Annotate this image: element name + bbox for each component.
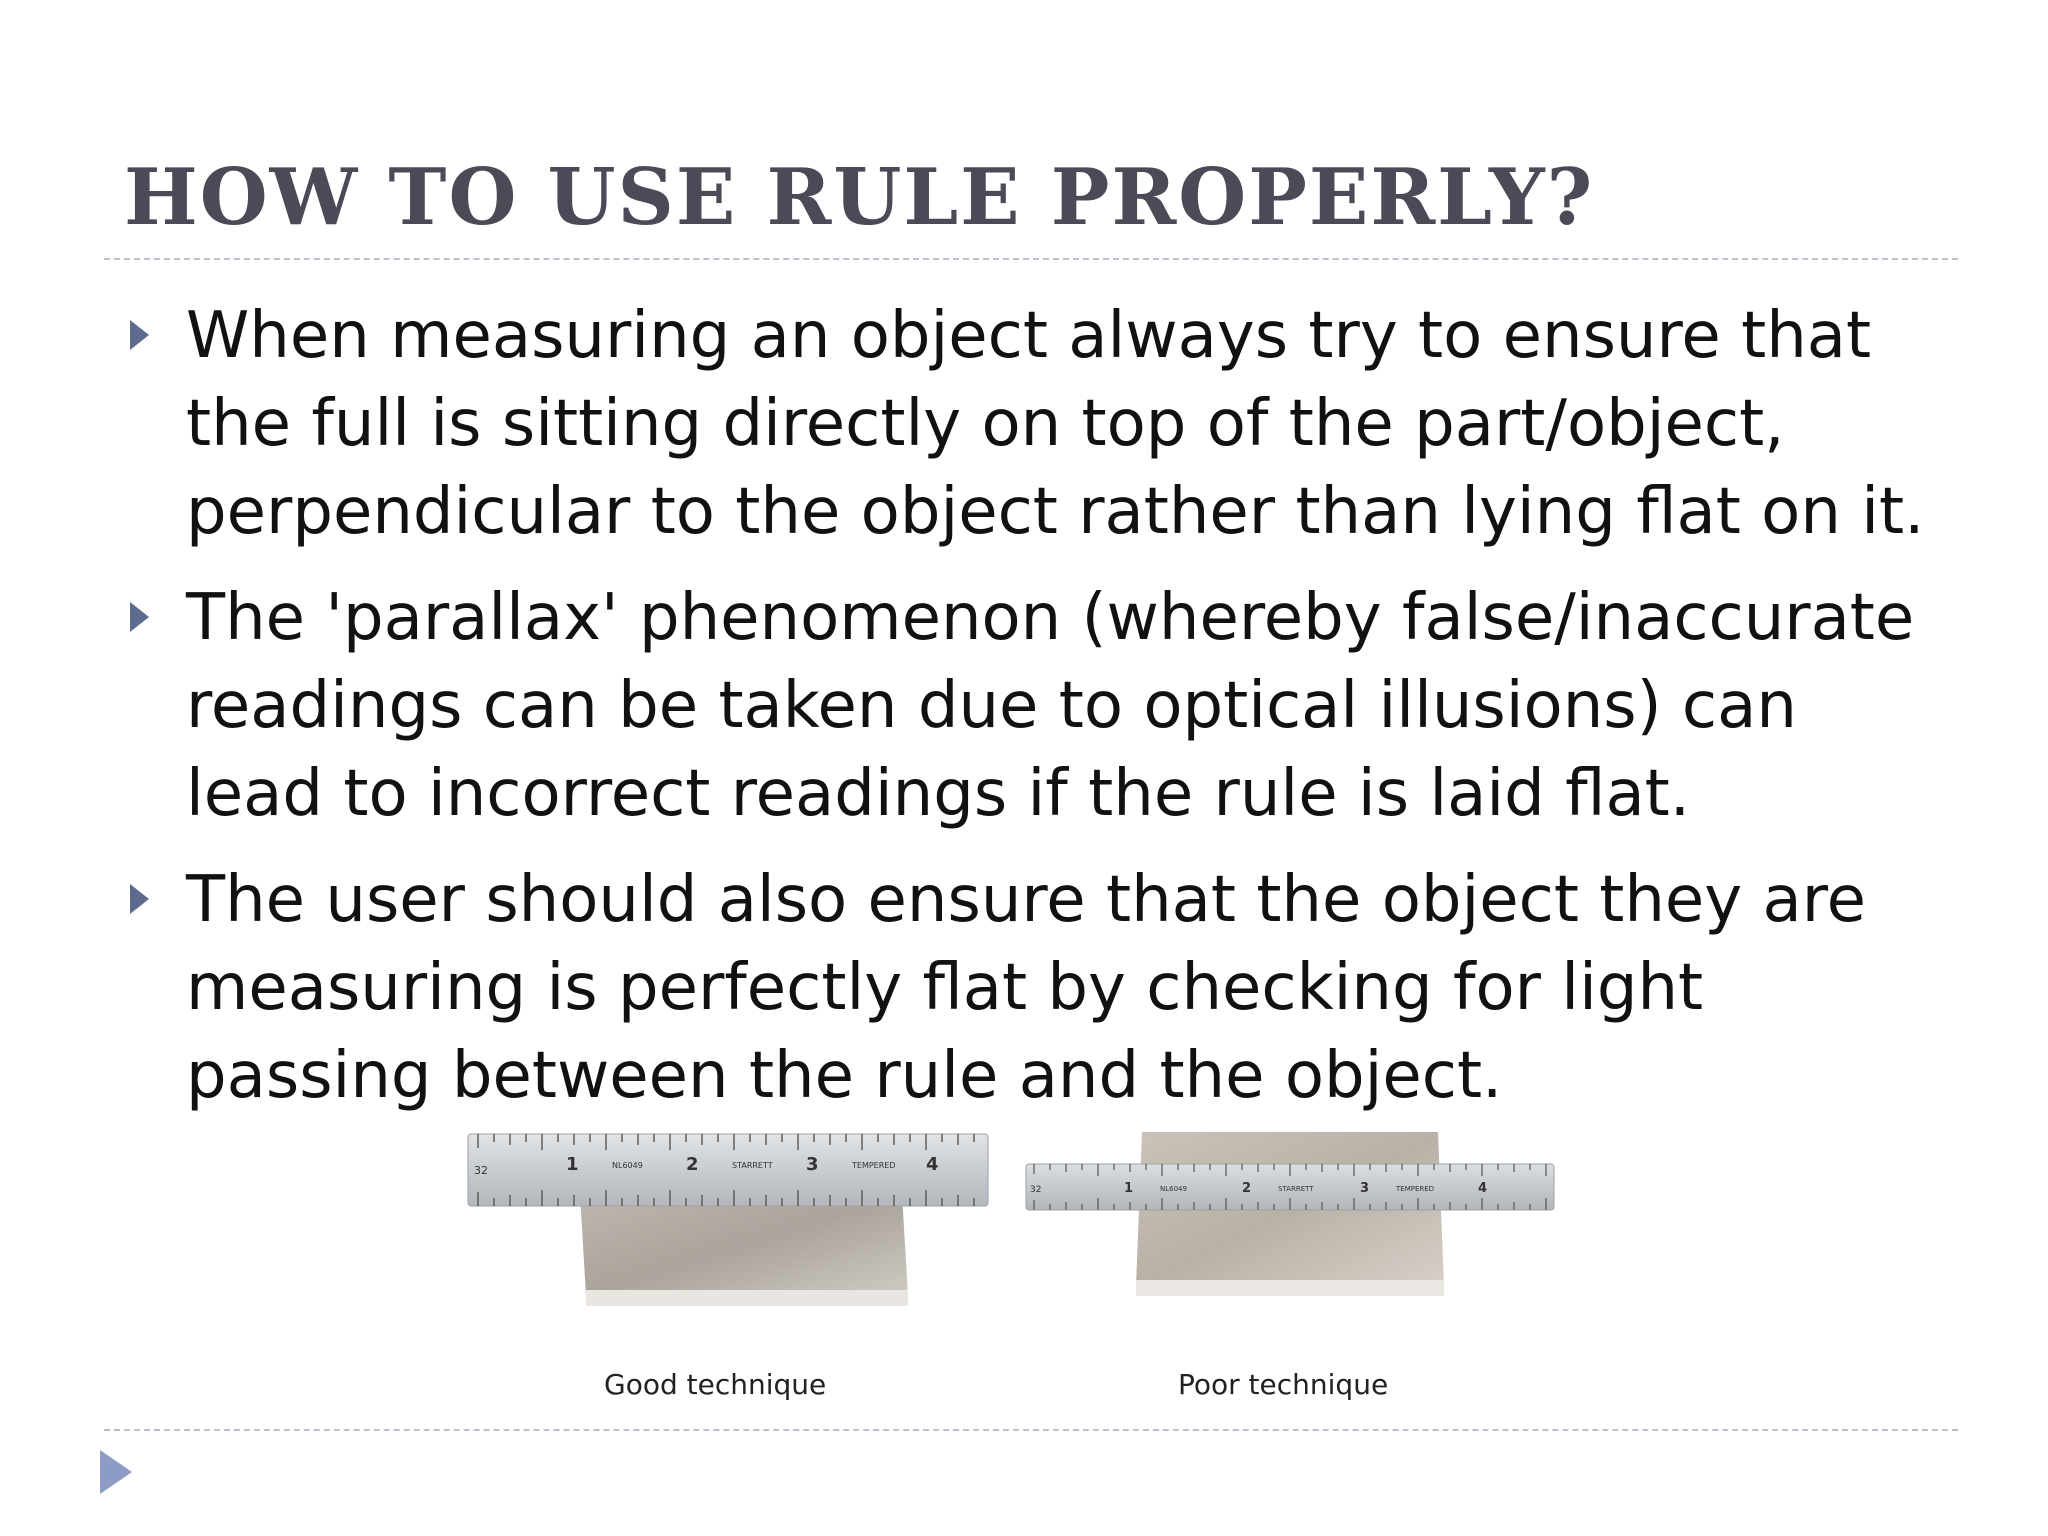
rule-label: TEMPERED — [1396, 1185, 1435, 1193]
triangle-right-icon — [130, 320, 149, 350]
bullet-text: When measuring an object always try to ensure that the full is sitting directly on top of the part/object, perpendicular to the object rather than lying flat on it. — [186, 299, 1925, 549]
rule-label: NL6049 — [1160, 1185, 1187, 1193]
rule-label: STARRETT — [1278, 1185, 1314, 1193]
play-arrow-icon[interactable] — [100, 1450, 132, 1494]
bullet-text: The user should also ensure that the object they are measuring is perfectly flat by checking for light passing between the rule and the object. — [186, 863, 1866, 1113]
rule-label: 4 — [926, 1154, 939, 1175]
rule-label: 2 — [686, 1154, 699, 1175]
rule-label: NL6049 — [612, 1161, 643, 1170]
poor-technique-image — [1020, 1120, 1560, 1320]
bullet-list — [124, 292, 1954, 1138]
bullet-item — [124, 856, 1954, 1120]
rule-label: 3 — [1360, 1181, 1370, 1196]
triangle-right-icon — [130, 884, 149, 914]
title-divider — [104, 258, 1958, 260]
good-technique-image — [462, 1120, 992, 1320]
bullet-item — [124, 574, 1954, 838]
poor-technique-caption: Poor technique — [1178, 1368, 1389, 1401]
footer-divider — [104, 1429, 1958, 1431]
rule-label: 3 — [806, 1154, 819, 1175]
rule-label: TEMPERED — [852, 1161, 896, 1170]
good-technique-caption: Good technique — [604, 1368, 827, 1401]
rule-label: 2 — [1242, 1181, 1252, 1196]
rule-label: 32 — [1030, 1185, 1042, 1195]
triangle-right-icon — [130, 602, 149, 632]
bullet-item — [124, 292, 1954, 556]
rule-label: 4 — [1478, 1181, 1488, 1196]
rule-label: 32 — [474, 1164, 488, 1177]
bullet-text: The 'parallax' phenomenon (whereby false/inaccurate readings can be taken due to optical illusions) can lead to incorrect readings if the rule is laid flat. — [186, 581, 1915, 831]
slide-title: HOW TO USE RULE PROPERLY? — [124, 152, 1595, 243]
rule-label: STARRETT — [732, 1161, 773, 1170]
rule-label: 1 — [1124, 1181, 1134, 1196]
rule-label: 1 — [566, 1154, 579, 1175]
